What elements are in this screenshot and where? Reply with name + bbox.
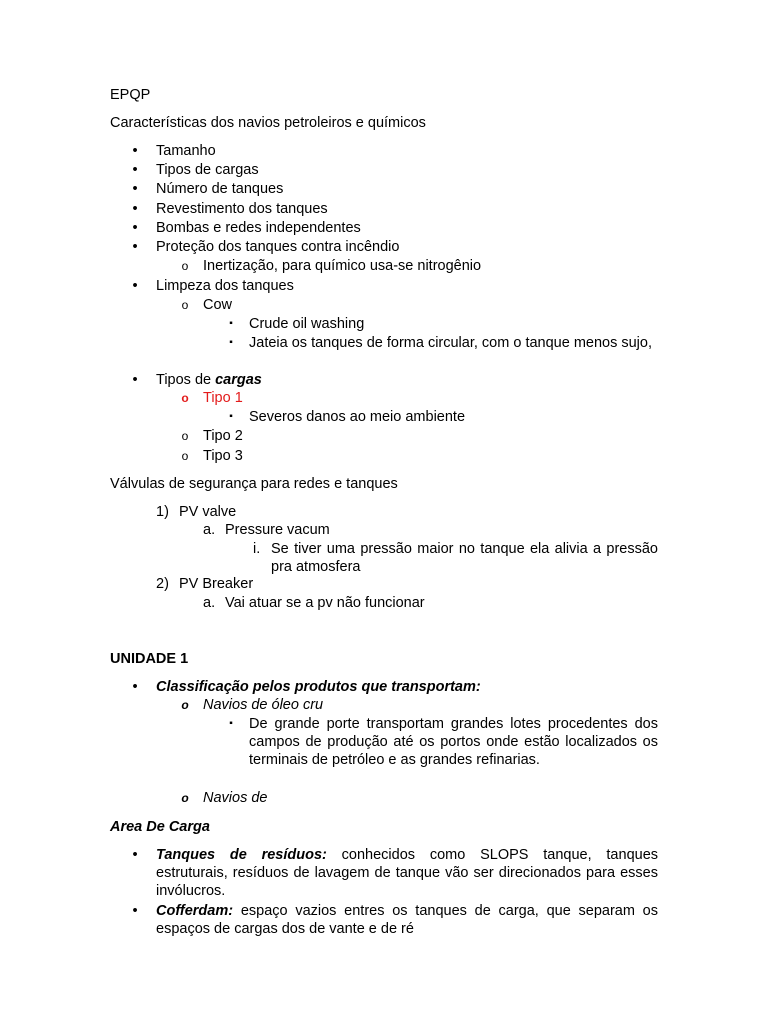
list-item-highlight: Tipo 1 bbox=[203, 390, 243, 406]
list-item: Inertização, para químico usa-se nitrogênio bbox=[203, 258, 482, 274]
section-heading: Area De Carga bbox=[110, 819, 210, 835]
bullet: ▪ bbox=[229, 337, 233, 348]
bullet: • bbox=[132, 847, 138, 863]
list-item bbox=[156, 371, 262, 389]
list-letter: a. bbox=[203, 595, 216, 611]
bullet: • bbox=[132, 201, 138, 217]
doc-heading: EPQP bbox=[110, 87, 151, 103]
unit-heading: UNIDADE 1 bbox=[110, 651, 189, 667]
bullet: • bbox=[132, 162, 138, 178]
list-item: Pressure vacum bbox=[225, 522, 330, 538]
list-item: Revestimento dos tanques bbox=[156, 201, 328, 217]
emphasis: cargas bbox=[215, 372, 262, 388]
term: Cofferdam: bbox=[156, 903, 234, 919]
bullet: • bbox=[132, 220, 138, 236]
list-item: PV Breaker bbox=[179, 576, 254, 592]
definition: espaço vazios entres os tanques de carga, que separam os espaços de cargas dos de vante e de ré bbox=[156, 903, 658, 937]
list-letter: a. bbox=[203, 522, 216, 538]
bullet: o bbox=[181, 429, 189, 443]
list-item: Classificação pelos produtos que transportam: bbox=[156, 679, 481, 695]
list-item: Tipos de cargas bbox=[156, 162, 259, 178]
bullet: o bbox=[181, 791, 189, 805]
bullet: • bbox=[132, 143, 138, 159]
list-item: Navios de óleo cru bbox=[203, 697, 324, 713]
bullet: ▪ bbox=[229, 411, 233, 422]
list-item bbox=[156, 902, 658, 938]
bullet: • bbox=[132, 239, 138, 255]
list-item: Tipo 3 bbox=[203, 448, 243, 464]
section-title: Válvulas de segurança para redes e tanques bbox=[110, 476, 398, 492]
list-item bbox=[156, 846, 658, 900]
bullet: • bbox=[132, 372, 138, 388]
list-item: Tamanho bbox=[156, 143, 216, 159]
bullet: o bbox=[181, 449, 189, 463]
list-item: PV valve bbox=[179, 504, 237, 520]
term: Tanques de resíduos: bbox=[156, 847, 327, 863]
bullet: o bbox=[181, 391, 189, 405]
bullet: • bbox=[132, 181, 138, 197]
list-item: Navios de bbox=[203, 790, 268, 806]
bullet: ▪ bbox=[229, 318, 233, 329]
list-item: Tipo 2 bbox=[203, 428, 243, 444]
bullet: • bbox=[132, 679, 138, 695]
list-item: Limpeza dos tanques bbox=[156, 278, 294, 294]
list-item: De grande porte transportam grandes lotes procedentes dos campos de produção até os portos onde estão localizados os terminais de petróleo e as grandes refinarias. bbox=[249, 716, 658, 768]
bullet: • bbox=[132, 278, 138, 294]
list-item: Cow bbox=[203, 297, 233, 313]
list-item: Jateia os tanques de forma circular, com o tanque menos sujo, bbox=[249, 335, 652, 351]
section-title: Características dos navios petroleiros e químicos bbox=[110, 115, 426, 131]
bullet: • bbox=[132, 903, 138, 919]
list-item: Vai atuar se a pv não funcionar bbox=[225, 595, 425, 611]
definition: conhecidos como SLOPS tanque, tanques estruturais, resíduos de lavagem de tanque vão ser direcionados para esses invólucros. bbox=[156, 847, 659, 899]
list-item: Crude oil washing bbox=[249, 316, 365, 332]
list-item: Se tiver uma pressão maior no tanque ela alivia a pressão pra atmosfera bbox=[271, 541, 658, 575]
bullet: o bbox=[181, 259, 189, 273]
list-item: Número de tanques bbox=[156, 181, 284, 197]
bullet: o bbox=[181, 698, 189, 712]
list-item: Severos danos ao meio ambiente bbox=[249, 409, 466, 425]
bullet: ▪ bbox=[229, 718, 233, 729]
list-number: 2) bbox=[156, 576, 169, 592]
bullet: o bbox=[181, 298, 189, 312]
list-item: Proteção dos tanques contra incêndio bbox=[156, 239, 400, 255]
list-item: Bombas e redes independentes bbox=[156, 220, 361, 236]
list-item-text: Tipos de bbox=[156, 372, 216, 388]
list-number: 1) bbox=[156, 504, 169, 520]
list-roman: i. bbox=[253, 541, 261, 557]
